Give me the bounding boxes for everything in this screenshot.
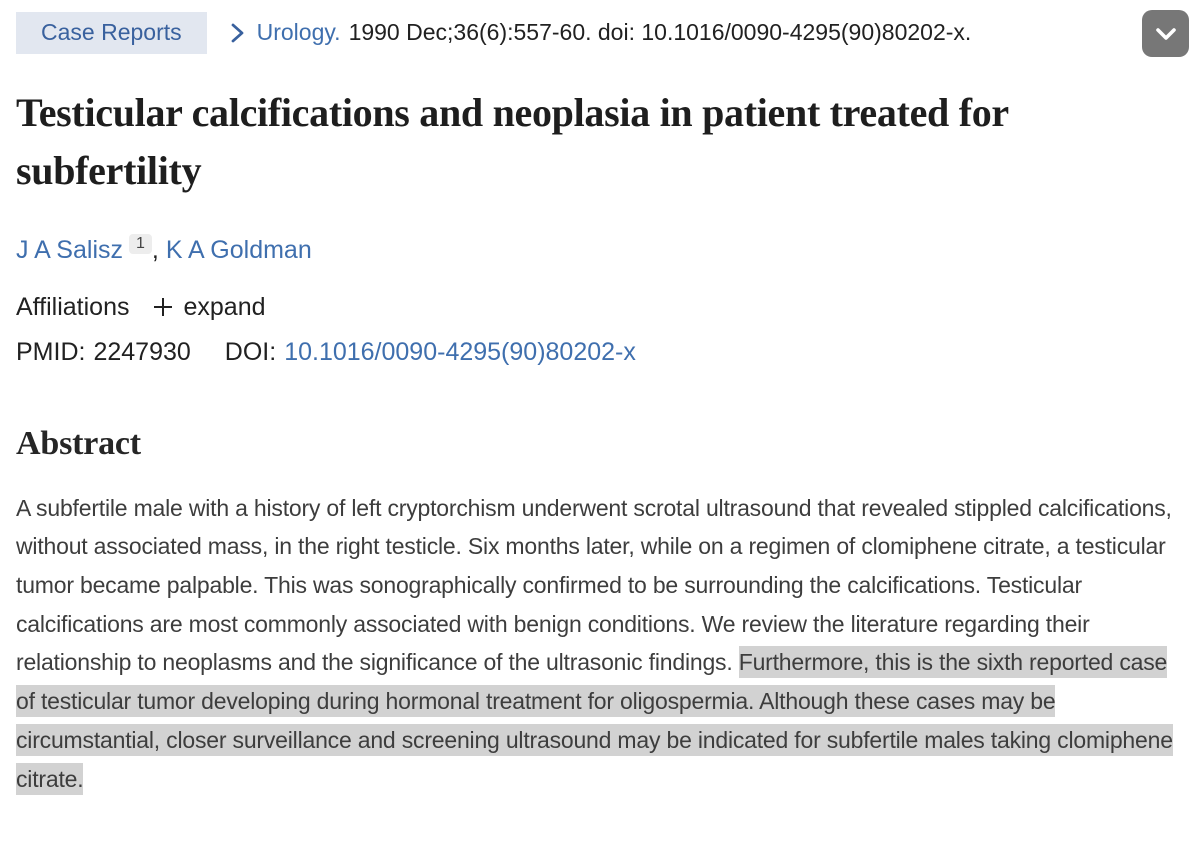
publication-type-badge: Case Reports — [16, 12, 207, 54]
abstract-heading: Abstract — [16, 424, 141, 462]
affiliations-label: Affiliations — [16, 292, 130, 321]
journal-link[interactable]: Urology. — [256, 19, 341, 45]
pmid-label: PMID: — [16, 337, 86, 366]
identifiers-row — [16, 338, 1184, 367]
citation-bar — [16, 0, 1184, 54]
article-title: Testicular calcifications and neoplasia in patient treated for subfertility — [16, 89, 1009, 193]
author-separator: , — [151, 235, 159, 264]
author-link-goldman[interactable]: K A Goldman — [165, 235, 312, 264]
expand-affiliations-button[interactable] — [152, 293, 266, 322]
authors-line — [16, 236, 1184, 265]
doi-label: DOI: — [224, 337, 277, 366]
affiliations-row — [16, 293, 1184, 322]
abstract-text-selected: Furthermore, this is the sixth reported case of testicular tumor developing during hormonal treatment for oligospermia. Although these cases may be circumstantial, closer surveillance and screening ultrasound may be indicated for subfertile males taking clomiphene citrate. — [16, 646, 1173, 794]
abstract-paragraph — [16, 489, 1184, 799]
chevron-right-icon — [229, 22, 245, 44]
citation-text: 1990 Dec;36(6):557-60. doi: 10.1016/0090-4295(90)80202-x. — [348, 19, 972, 45]
abstract-text-normal: A subfertile male with a history of left cryptorchism underwent scrotal ultrasound that revealed stippled calcifications, without associated mass, in the right testicle. Six months later, while on a regimen of clomiphene citrate, a testicular tumor became palpable. This was sonographically confirmed to be surrounding the calcifications. Testicular calcifications are most commonly associated with benign conditions. We review the literature regarding their relationship to neoplasms and the significance of the ultrasonic findings. — [16, 494, 1172, 676]
plus-icon — [152, 296, 174, 318]
cite-options-dropdown-button[interactable] — [1142, 10, 1189, 57]
pmid-value: 2247930 — [93, 337, 191, 366]
doi-link[interactable]: 10.1016/0090-4295(90)80202-x — [284, 337, 636, 366]
author-affiliation-sup[interactable]: 1 — [129, 234, 152, 254]
chevron-down-icon — [1155, 27, 1177, 41]
author-link-salisz[interactable]: J A Salisz — [16, 235, 123, 264]
expand-label: expand — [183, 292, 266, 321]
